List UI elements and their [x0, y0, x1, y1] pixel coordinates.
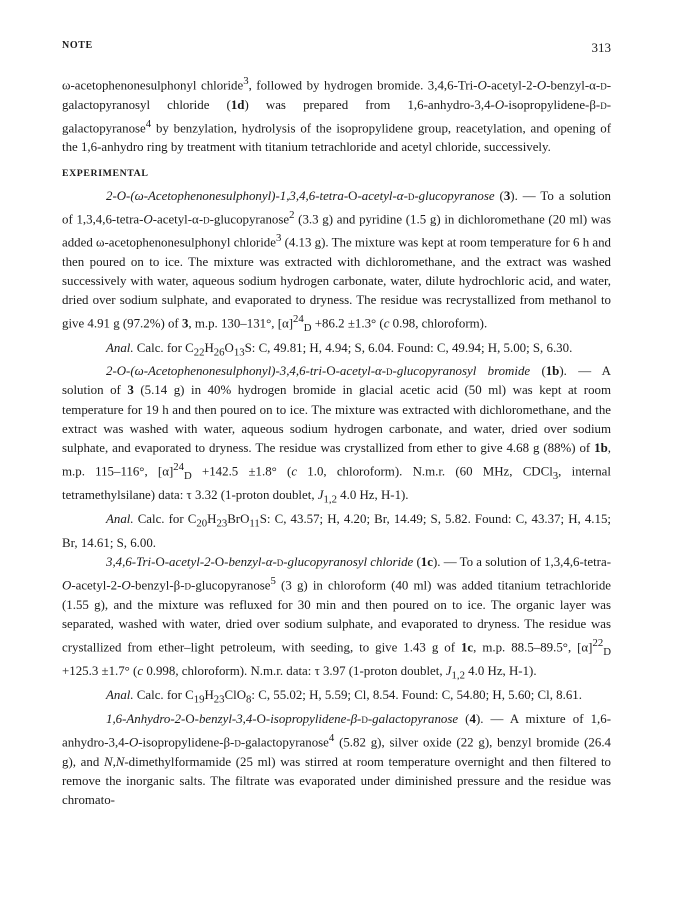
- page-header: [62, 40, 611, 58]
- paragraph-p-compound-4: 1,6-Anhydro-2-O-benzyl-3,4-O-isopropylidene-β-d-galactopyranose (4). — A mixture of 1,6-anhydro-3,4-O-isopropylidene-β-d-galactopyranose$^4$ (5.82 g), silver oxide (22 g), benzyl bromide (26.4 g), and N,N-dimethylformamide (25 ml) was stirred at room temperature overnight and then filtered to remove the inorganic salts. The filtrate was evaporated under diminished pressure and the residue was chromato-: [62, 711, 611, 807]
- paragraph-p-anal-1b: Anal. Calc. for $C_{20}H_{23}BrO_{11}S$: C, 43.57; H, 4.20; Br, 14.49; S, 5.82. Found: C, 43.37; H, 4.15; Br, 14.61; S, 6.00.: [62, 512, 611, 550]
- paragraph-p-compound-1c: 3,4,6-Tri-O-acetyl-2-O-benzyl-α-d-glucopyranosyl chloride (1c). — To a solution of 1,3,4,6-tetra-O-acetyl-2-O-benzyl-β-d-glucopyranose$^5$ (3 g) in chloroform (40 ml) was added titanium tetrachloride (1.55 g), and the mixture was refluxed for 30 min and then poured on to ice. The organic layer was separated, washed with water, dried over sodium sulphate, and evaporated to dryness. The residue was crystallized from ether–light petroleum, with seeding, to give 1.43 g of 1c, m.p. 88.5–89.5°, $[\alpha]^{22}_D +125.3 \pm 1.7^\circ$ (c 0.998, chloroform). N.m.r. data: τ 3.97 (1-proton doublet, $J_{1,2}$ 4.0 Hz, H-1).: [62, 555, 611, 682]
- body-text: [62, 72, 611, 810]
- paragraph-intro: ω-acetophenonesulphonyl chloride$^3$, followed by hydrogen bromide. 3,4,6-Tri-O-acetyl-2-O-benzyl-α-d-galactopyranosyl chloride (1d) was prepared from 1,6-anhydro-3,4-O-isopropylidene-β-d-galactopyranose$^4$ by benzylation, hydrolysis of the isopropylidene group, reacetylation, and opening of the 1,6-anhydro ring by treatment with titanium tetrachloride and acetyl chloride, successively.: [62, 75, 612, 155]
- section-heading: EXPERIMENTAL: [62, 168, 149, 180]
- page-number: 313: [591, 40, 611, 55]
- paragraph-p-compound-3: 2-O-(ω-Acetophenonesulphonyl)-1,3,4,6-tetra-O-acetyl-α-d-glucopyranose (3). — To a solution of 1,3,4,6-tetra-O-acetyl-α-d-glucopyranose$^2$ (3.3 g) and pyridine (1.5 g) in dichloromethane (20 ml) was added ω-acetophenonesulphonyl chloride$^3$ (4.13 g). The mixture was kept at room temperature for 6 h and then poured on to ice. The mixture was extracted with dichloromethane, and the extract was washed successively with water, aqueous sodium hydrogen carbonate, water, dilute hydrochloric acid, and water, dried over sodium sulphate, and evaporated to dryness. The residue was recrystallized from methanol to give 4.91 g (97.2%) of 3, m.p. 130–131°, $[\alpha]^{24}_D +86.2 \pm 1.3^\circ$ (c 0.98, chloroform).: [62, 188, 612, 335]
- paragraph-p-anal-1c: Anal. Calc. for $C_{19}H_{23}ClO_8$: C, 55.02; H, 5.59; Cl, 8.54. Found: C, 54.80; H, 5.60; Cl, 8.61.: [106, 688, 582, 706]
- running-head: NOTE: [62, 40, 93, 51]
- paragraph-p-compound-1b: 2-O-(ω-Acetophenonesulphonyl)-3,4,6-tri-O-acetyl-α-d-glucopyranosyl bromide (1b). — A solution of 3 (5.14 g) in 40% hydrogen bromide in glacial acetic acid (50 ml) was kept at room temperature for 19 h and then poured on to ice. The mixture was extracted with dichloromethane, and the extract was washed with water, aqueous sodium hydrogen carbonate, and water, dried over sodium sulphate, and evaporated to dryness. The residue was crystallized from ether to give 4.68 g (88%) of 1b, m.p. 115–116°, $[\alpha]^{24}_D +142.5 \pm 1.8^\circ$ (c 1.0, chloroform). N.m.r. (60 MHz, CDCl$_3$, internal tetramethylsilane) data: τ 3.32 (1-proton doublet, $J_{1,2}$ 4.0 Hz, H-1).: [62, 364, 611, 506]
- paragraph-p-anal-3: Anal. Calc. for $C_{22}H_{26}O_{13}S$: C, 49.81; H, 4.94; S, 6.04. Found: C, 49.94; H, 5.00; S, 6.30.: [106, 340, 573, 359]
